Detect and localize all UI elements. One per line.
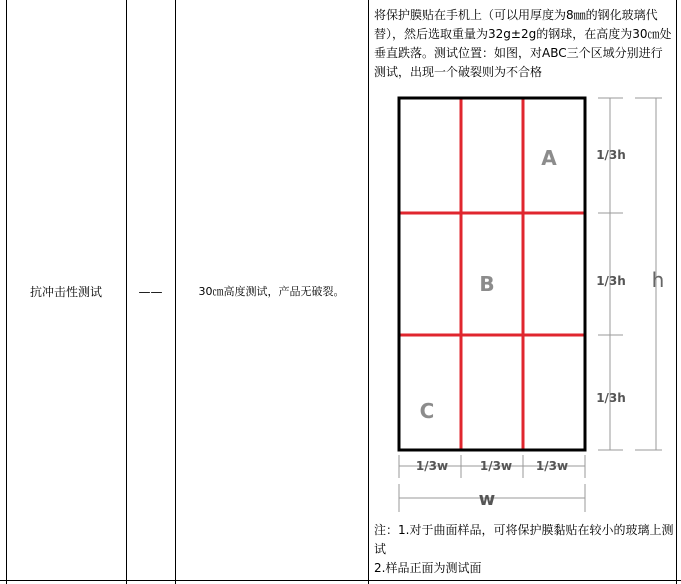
width-third-label: 1/3w [415,459,449,473]
result-cell: 30㎝高度测试，产品无破裂。 [198,285,345,298]
height-third-label: 1/3h [596,274,626,288]
width-third-label: 1/3w [479,459,513,473]
width-total-label: w [478,489,496,510]
height-third-label: 1/3h [596,148,626,162]
zone-b-label: B [479,272,495,296]
notes [374,521,674,578]
width-third-label: 1/3w [535,459,569,473]
note-line-2: 2.样品正面为测试面 [374,561,482,575]
height-third-label: 1/3h [596,391,626,405]
requirement-text: 将保护膜贴在手机上（可以用厚度为8㎜的钢化玻璃代替），然后选取重量为32g±2g的钢球，在高度为30㎝处垂直跌落。测试位置：如图，对ABC三个区域分别进行测试，出现一个破裂则为不合格 [374,8,672,79]
dash-cell: —— [138,285,163,299]
height-total-label: h [651,268,665,292]
note-line-1: 注：1.对于曲面样品，可将保护膜黏贴在较小的玻璃上测试 [374,523,674,556]
test-name-cell: 抗冲击性测试 [29,285,102,299]
zone-c-label: C [419,399,435,423]
zone-a-label: A [541,146,557,170]
